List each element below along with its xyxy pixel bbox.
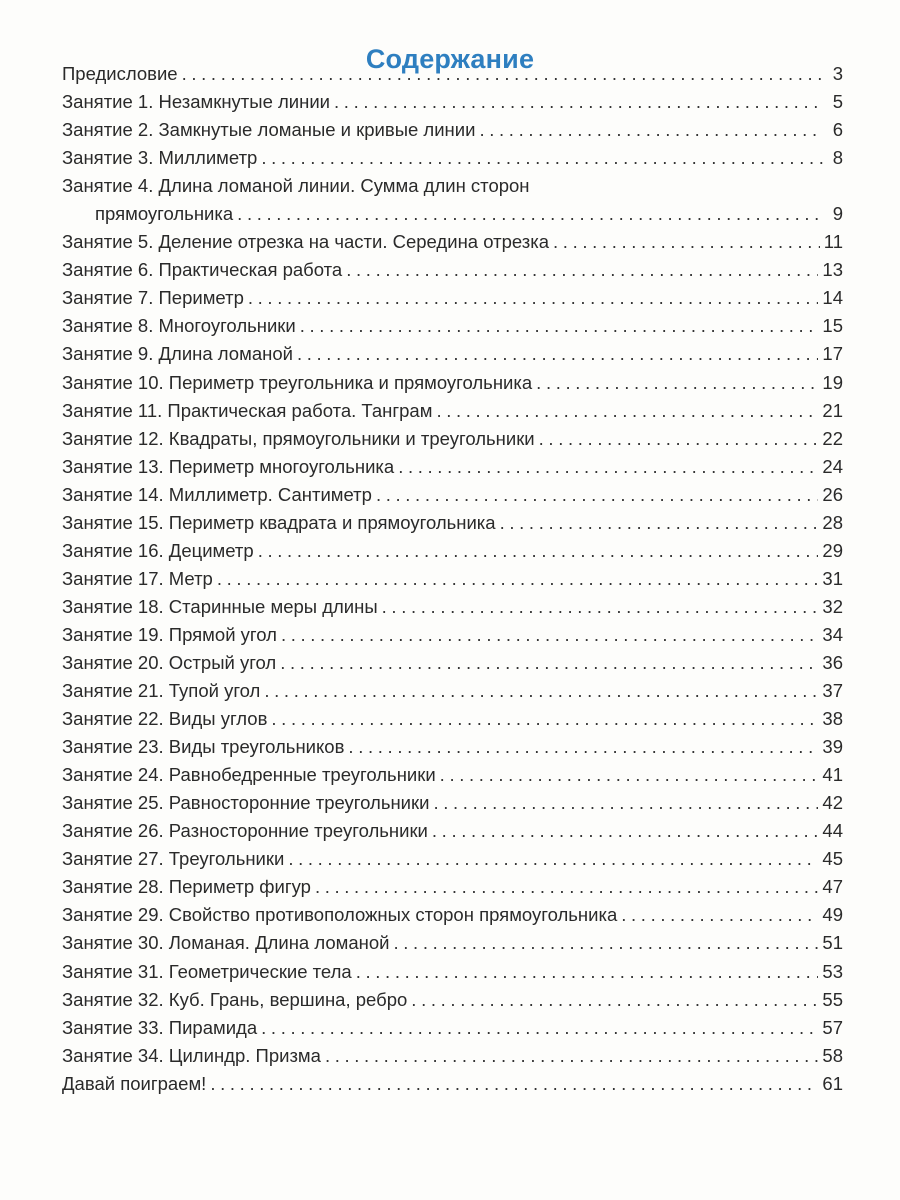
toc-entry-label: Занятие 20. Острый угол	[62, 651, 277, 673]
dot-leader	[271, 705, 818, 733]
toc-entry-page: 51	[822, 932, 843, 954]
toc-entry-page: 6	[832, 119, 843, 141]
toc-entry[interactable]	[62, 901, 843, 929]
toc-entry-page: 57	[822, 1016, 843, 1038]
toc-entry[interactable]	[62, 453, 843, 481]
toc-entry-label: Занятие 31. Геометрические тела	[62, 960, 352, 982]
toc-entry-page: 22	[822, 427, 843, 449]
dot-leader	[356, 958, 819, 986]
toc-entry-page: 32	[822, 595, 843, 617]
toc-entry[interactable]	[62, 986, 843, 1014]
toc-entry[interactable]	[62, 649, 843, 677]
toc-entry-label: Занятие 4. Длина ломаной линии. Сумма длин сторон	[62, 175, 530, 197]
toc-entry-label: Занятие 32. Куб. Грань, вершина, ребро	[62, 988, 408, 1010]
toc-entry-label: Занятие 21. Тупой угол	[62, 680, 261, 702]
toc-entry[interactable]	[62, 705, 843, 733]
toc-entry-label: Занятие 16. Дециметр	[62, 539, 254, 561]
toc-entry-label: Занятие 19. Прямой угол	[62, 623, 277, 645]
toc-entry-page: 53	[822, 960, 843, 982]
toc-entry-label: Занятие 25. Равносторонние треугольники	[62, 792, 430, 814]
dot-leader	[432, 817, 819, 845]
toc-entry-label: Занятие 9. Длина ломаной	[62, 343, 293, 365]
toc-entry[interactable]	[62, 144, 843, 172]
toc-entry[interactable]	[62, 481, 843, 509]
toc-entry[interactable]	[62, 761, 843, 789]
toc-entry-label: Занятие 6. Практическая работа	[62, 259, 343, 281]
toc-entry-page: 44	[822, 820, 843, 842]
toc-entry[interactable]	[62, 425, 843, 453]
toc-entry[interactable]	[62, 621, 843, 649]
toc-entry-page: 15	[822, 315, 843, 337]
dot-leader	[261, 144, 823, 172]
dot-leader	[334, 88, 823, 116]
dot-leader	[217, 565, 819, 593]
dot-leader	[553, 228, 820, 256]
toc-entry-label: Занятие 28. Периметр фигур	[62, 876, 311, 898]
table-of-contents	[62, 60, 843, 1098]
toc-entry[interactable]	[62, 958, 843, 986]
toc-entry-page: 38	[822, 708, 843, 730]
toc-entry-label: Занятие 22. Виды углов	[62, 708, 268, 730]
toc-entry[interactable]	[62, 537, 843, 565]
dot-leader	[248, 284, 819, 312]
toc-entry[interactable]	[62, 677, 843, 705]
dot-leader	[621, 901, 818, 929]
dot-leader	[264, 677, 818, 705]
dot-leader	[297, 340, 818, 368]
dot-leader	[346, 256, 818, 284]
toc-entry-page: 37	[822, 680, 843, 702]
dot-leader	[237, 200, 823, 228]
toc-entry-label: Занятие 2. Замкнутые ломаные и кривые линии	[62, 119, 476, 141]
dot-leader	[280, 649, 818, 677]
toc-entry[interactable]	[62, 873, 843, 901]
dot-leader	[281, 621, 818, 649]
toc-entry[interactable]	[62, 172, 843, 200]
toc-entry[interactable]	[62, 284, 843, 312]
toc-entry-page: 61	[822, 1072, 843, 1094]
toc-entry-label: Занятие 17. Метр	[62, 567, 213, 589]
toc-entry-page: 39	[822, 736, 843, 758]
dot-leader	[440, 761, 819, 789]
dot-leader	[539, 425, 819, 453]
dot-leader	[182, 60, 823, 88]
toc-entry-label: Занятие 7. Периметр	[62, 287, 244, 309]
toc-entry[interactable]	[62, 88, 843, 116]
toc-entry-label: Занятие 8. Многоугольники	[62, 315, 296, 337]
toc-entry[interactable]	[62, 929, 843, 957]
dot-leader	[411, 986, 818, 1014]
toc-entry[interactable]	[62, 509, 843, 537]
toc-entry[interactable]	[62, 369, 843, 397]
dot-leader	[261, 1014, 818, 1042]
toc-entry-page: 29	[822, 539, 843, 561]
toc-entry[interactable]	[62, 1042, 843, 1070]
toc-entry[interactable]	[62, 565, 843, 593]
toc-entry-page: 5	[832, 91, 843, 113]
dot-leader	[433, 789, 818, 817]
dot-leader	[479, 116, 823, 144]
toc-entry-page: 28	[822, 511, 843, 533]
toc-entry-label: Занятие 33. Пирамида	[62, 1016, 258, 1038]
toc-entry-page: 58	[822, 1044, 843, 1066]
toc-entry-label: Занятие 30. Ломаная. Длина ломаной	[62, 932, 390, 954]
toc-entry-label: Занятие 11. Практическая работа. Танграм	[62, 399, 433, 421]
toc-entry-label: Занятие 1. Незамкнутые линии	[62, 91, 331, 113]
toc-entry-label: Занятие 26. Разносторонние треугольники	[62, 820, 428, 842]
toc-entry-label: Занятие 10. Периметр треугольника и прямоугольника	[62, 371, 533, 393]
page-title: Содержание	[365, 44, 535, 75]
toc-entry[interactable]	[62, 312, 843, 340]
toc-entry-page: 13	[822, 259, 843, 281]
dot-leader	[288, 845, 818, 873]
toc-entry[interactable]	[62, 116, 843, 144]
toc-entry-label: Занятие 23. Виды треугольников	[62, 736, 345, 758]
toc-entry[interactable]	[62, 1070, 843, 1098]
dot-leader	[436, 397, 818, 425]
toc-entry[interactable]	[62, 1014, 843, 1042]
toc-entry-label: Давай поиграем!	[62, 1072, 207, 1094]
toc-entry-page: 49	[822, 904, 843, 926]
toc-entry-continuation[interactable]	[62, 200, 843, 228]
toc-entry[interactable]	[62, 817, 843, 845]
toc-entry-page: 47	[822, 876, 843, 898]
toc-entry-page: 45	[822, 848, 843, 870]
toc-entry[interactable]	[62, 340, 843, 368]
toc-entry-label-continuation: прямоугольника	[95, 203, 234, 225]
toc-entry-page: 36	[822, 651, 843, 673]
dot-leader	[325, 1042, 818, 1070]
toc-entry-page: 34	[822, 623, 843, 645]
toc-entry-page: 19	[822, 371, 843, 393]
toc-entry-page: 14	[822, 287, 843, 309]
dot-leader	[376, 481, 818, 509]
toc-entry-page: 21	[822, 399, 843, 421]
toc-entry-label: Занятие 15. Периметр квадрата и прямоугольника	[62, 511, 496, 533]
dot-leader	[300, 312, 819, 340]
toc-entry[interactable]	[62, 789, 843, 817]
toc-entry-page: 11	[823, 231, 843, 253]
dot-leader	[398, 453, 818, 481]
dot-leader	[348, 733, 818, 761]
dot-leader	[536, 369, 818, 397]
toc-entry-page: 8	[832, 147, 843, 169]
toc-entry-label: Занятие 27. Треугольники	[62, 848, 285, 870]
toc-entry-label: Занятие 34. Цилиндр. Призма	[62, 1044, 321, 1066]
toc-entry-page: 24	[822, 455, 843, 477]
toc-entry-label: Занятие 3. Миллиметр	[62, 147, 258, 169]
dot-leader	[258, 537, 819, 565]
toc-entry-page: 31	[822, 567, 843, 589]
toc-entry[interactable]	[62, 228, 843, 256]
toc-entry-page: 55	[822, 988, 843, 1010]
toc-entry-label: Занятие 18. Старинные меры длины	[62, 595, 378, 617]
toc-entry-label: Занятие 13. Периметр многоугольника	[62, 455, 395, 477]
toc-entry-page: 42	[822, 792, 843, 814]
toc-entry[interactable]	[62, 845, 843, 873]
toc-entry-page: 41	[822, 764, 843, 786]
toc-entry-page: 3	[832, 63, 843, 84]
toc-entry-page: 9	[832, 203, 843, 225]
dot-leader	[210, 1070, 818, 1098]
toc-entry[interactable]	[62, 60, 843, 88]
toc-entry-label: Занятие 29. Свойство противоположных сторон прямоугольника	[62, 904, 618, 926]
dot-leader	[393, 929, 818, 957]
toc-entry[interactable]	[62, 397, 843, 425]
toc-entry-label: Занятие 24. Равнобедренные треугольники	[62, 764, 436, 786]
toc-entry-label: Предисловие	[62, 63, 178, 84]
dot-leader	[500, 509, 819, 537]
toc-entry-label: Занятие 12. Квадраты, прямоугольники и треугольники	[62, 427, 535, 449]
dot-leader	[315, 873, 818, 901]
toc-entry-page: 17	[822, 343, 843, 365]
toc-entry-page: 26	[822, 483, 843, 505]
toc-entry[interactable]	[62, 256, 843, 284]
toc-entry-label: Занятие 14. Миллиметр. Сантиметр	[62, 483, 372, 505]
dot-leader	[382, 593, 819, 621]
toc-entry-label: Занятие 5. Деление отрезка на части. Середина отрезка	[62, 231, 550, 253]
toc-entry[interactable]	[62, 733, 843, 761]
toc-entry[interactable]	[62, 593, 843, 621]
